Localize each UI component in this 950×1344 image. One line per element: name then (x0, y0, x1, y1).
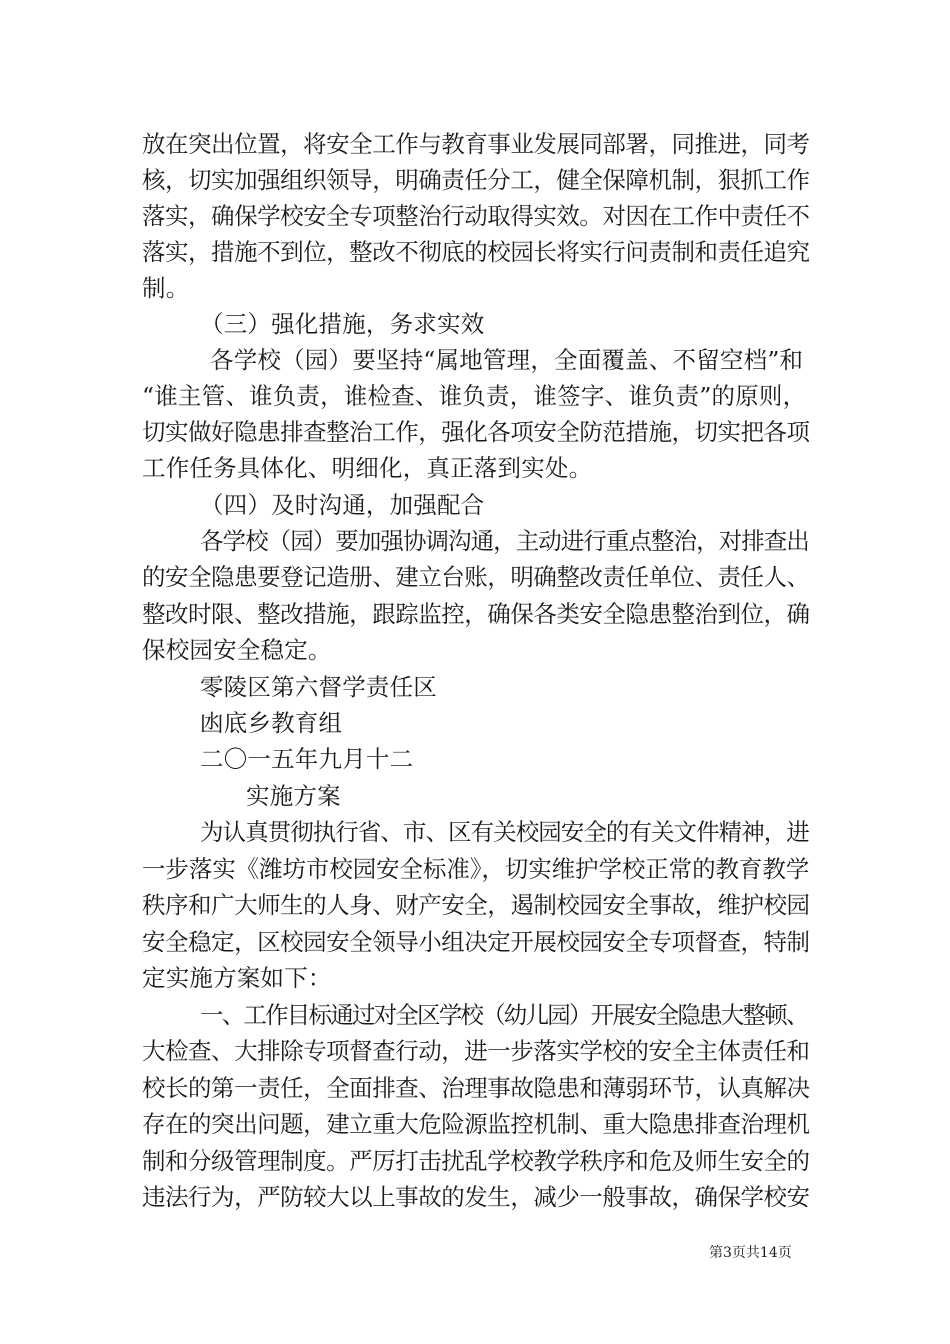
text-line: 违法行为，严防较大以上事故的发生，减少一般事故，确保学校安 (142, 1183, 810, 1211)
text-line: 保校园安全稳定。 (142, 636, 332, 664)
text-line: 工作任务具体化、明细化，真正落到实处。 (142, 454, 593, 482)
text-line: “谁主管、谁负责，谁检查、谁负责，谁签字、谁负责”的原则， (142, 382, 807, 410)
text-line: 放在突出位置，将安全工作与教育事业发展同部署，同推进，同考 (142, 130, 810, 158)
text-line: 各学校（园）要加强协调沟通，主动进行重点整治，对排查出 (200, 527, 809, 555)
text-line: 落实，措施不到位，整改不彻底的校园长将实行问责制和责任追究 (142, 238, 810, 266)
doc-title: 实施方案 (246, 782, 341, 810)
text-line: 为认真贯彻执行省、市、区有关校园安全的有关文件精神，进 (200, 818, 809, 846)
text-line: 制和分级管理制度。严厉打击扰乱学校教学秩序和危及师生安全的 (142, 1147, 810, 1175)
signature-org: 凼底乡教育组 (200, 709, 343, 737)
text-line: 大检查、大排除专项督查行动，进一步落实学校的安全主体责任和 (142, 1037, 810, 1065)
signature-org: 零陵区第六督学责任区 (200, 673, 437, 701)
text-line: 切实做好隐患排查整治工作，强化各项安全防范措施，切实把各项 (142, 418, 810, 446)
text-line: 定实施方案如下： (142, 964, 332, 992)
section-heading: （四）及时沟通，加强配合 (200, 491, 485, 519)
text-line: 一步落实《潍坊市校园安全标准》，切实维护学校正常的教育教学 (142, 855, 810, 883)
text-line: 校长的第一责任，全面排查、治理事故隐患和薄弱环节，认真解决 (142, 1074, 810, 1102)
text-line: 秩序和广大师生的人身、财产安全，遏制校园安全事故，维护校园 (142, 891, 810, 919)
text-line: 制。 (142, 274, 190, 302)
text-line: 的安全隐患要登记造册、建立台账，明确整改责任单位、责任人、 (142, 563, 810, 591)
section-heading: （三）强化措施，务求实效 (200, 310, 485, 338)
text-line: 落实，确保学校安全专项整治行动取得实效。对因在工作中责任不 (142, 202, 810, 230)
signature-date: 二〇一五年九月十二 (200, 745, 414, 773)
text-line: 核，切实加强组织领导，明确责任分工，健全保障机制，狠抓工作 (142, 166, 810, 194)
text-line: 存在的突出问题，建立重大危险源监控机制、重大隐患排查治理机 (142, 1110, 810, 1138)
text-line: 各学校（园）要坚持“属地管理，全面覆盖、不留空档”和 (210, 346, 804, 374)
text-line: 安全稳定，区校园安全领导小组决定开展校园安全专项督查，特制 (142, 928, 810, 956)
text-line: 整改时限、整改措施，跟踪监控，确保各类安全隐患整治到位，确 (142, 600, 810, 628)
text-line: 一、工作目标通过对全区学校（幼儿园）开展安全隐患大整顿、 (200, 1001, 808, 1029)
page-number: 第3页共14页 (709, 1245, 792, 1261)
